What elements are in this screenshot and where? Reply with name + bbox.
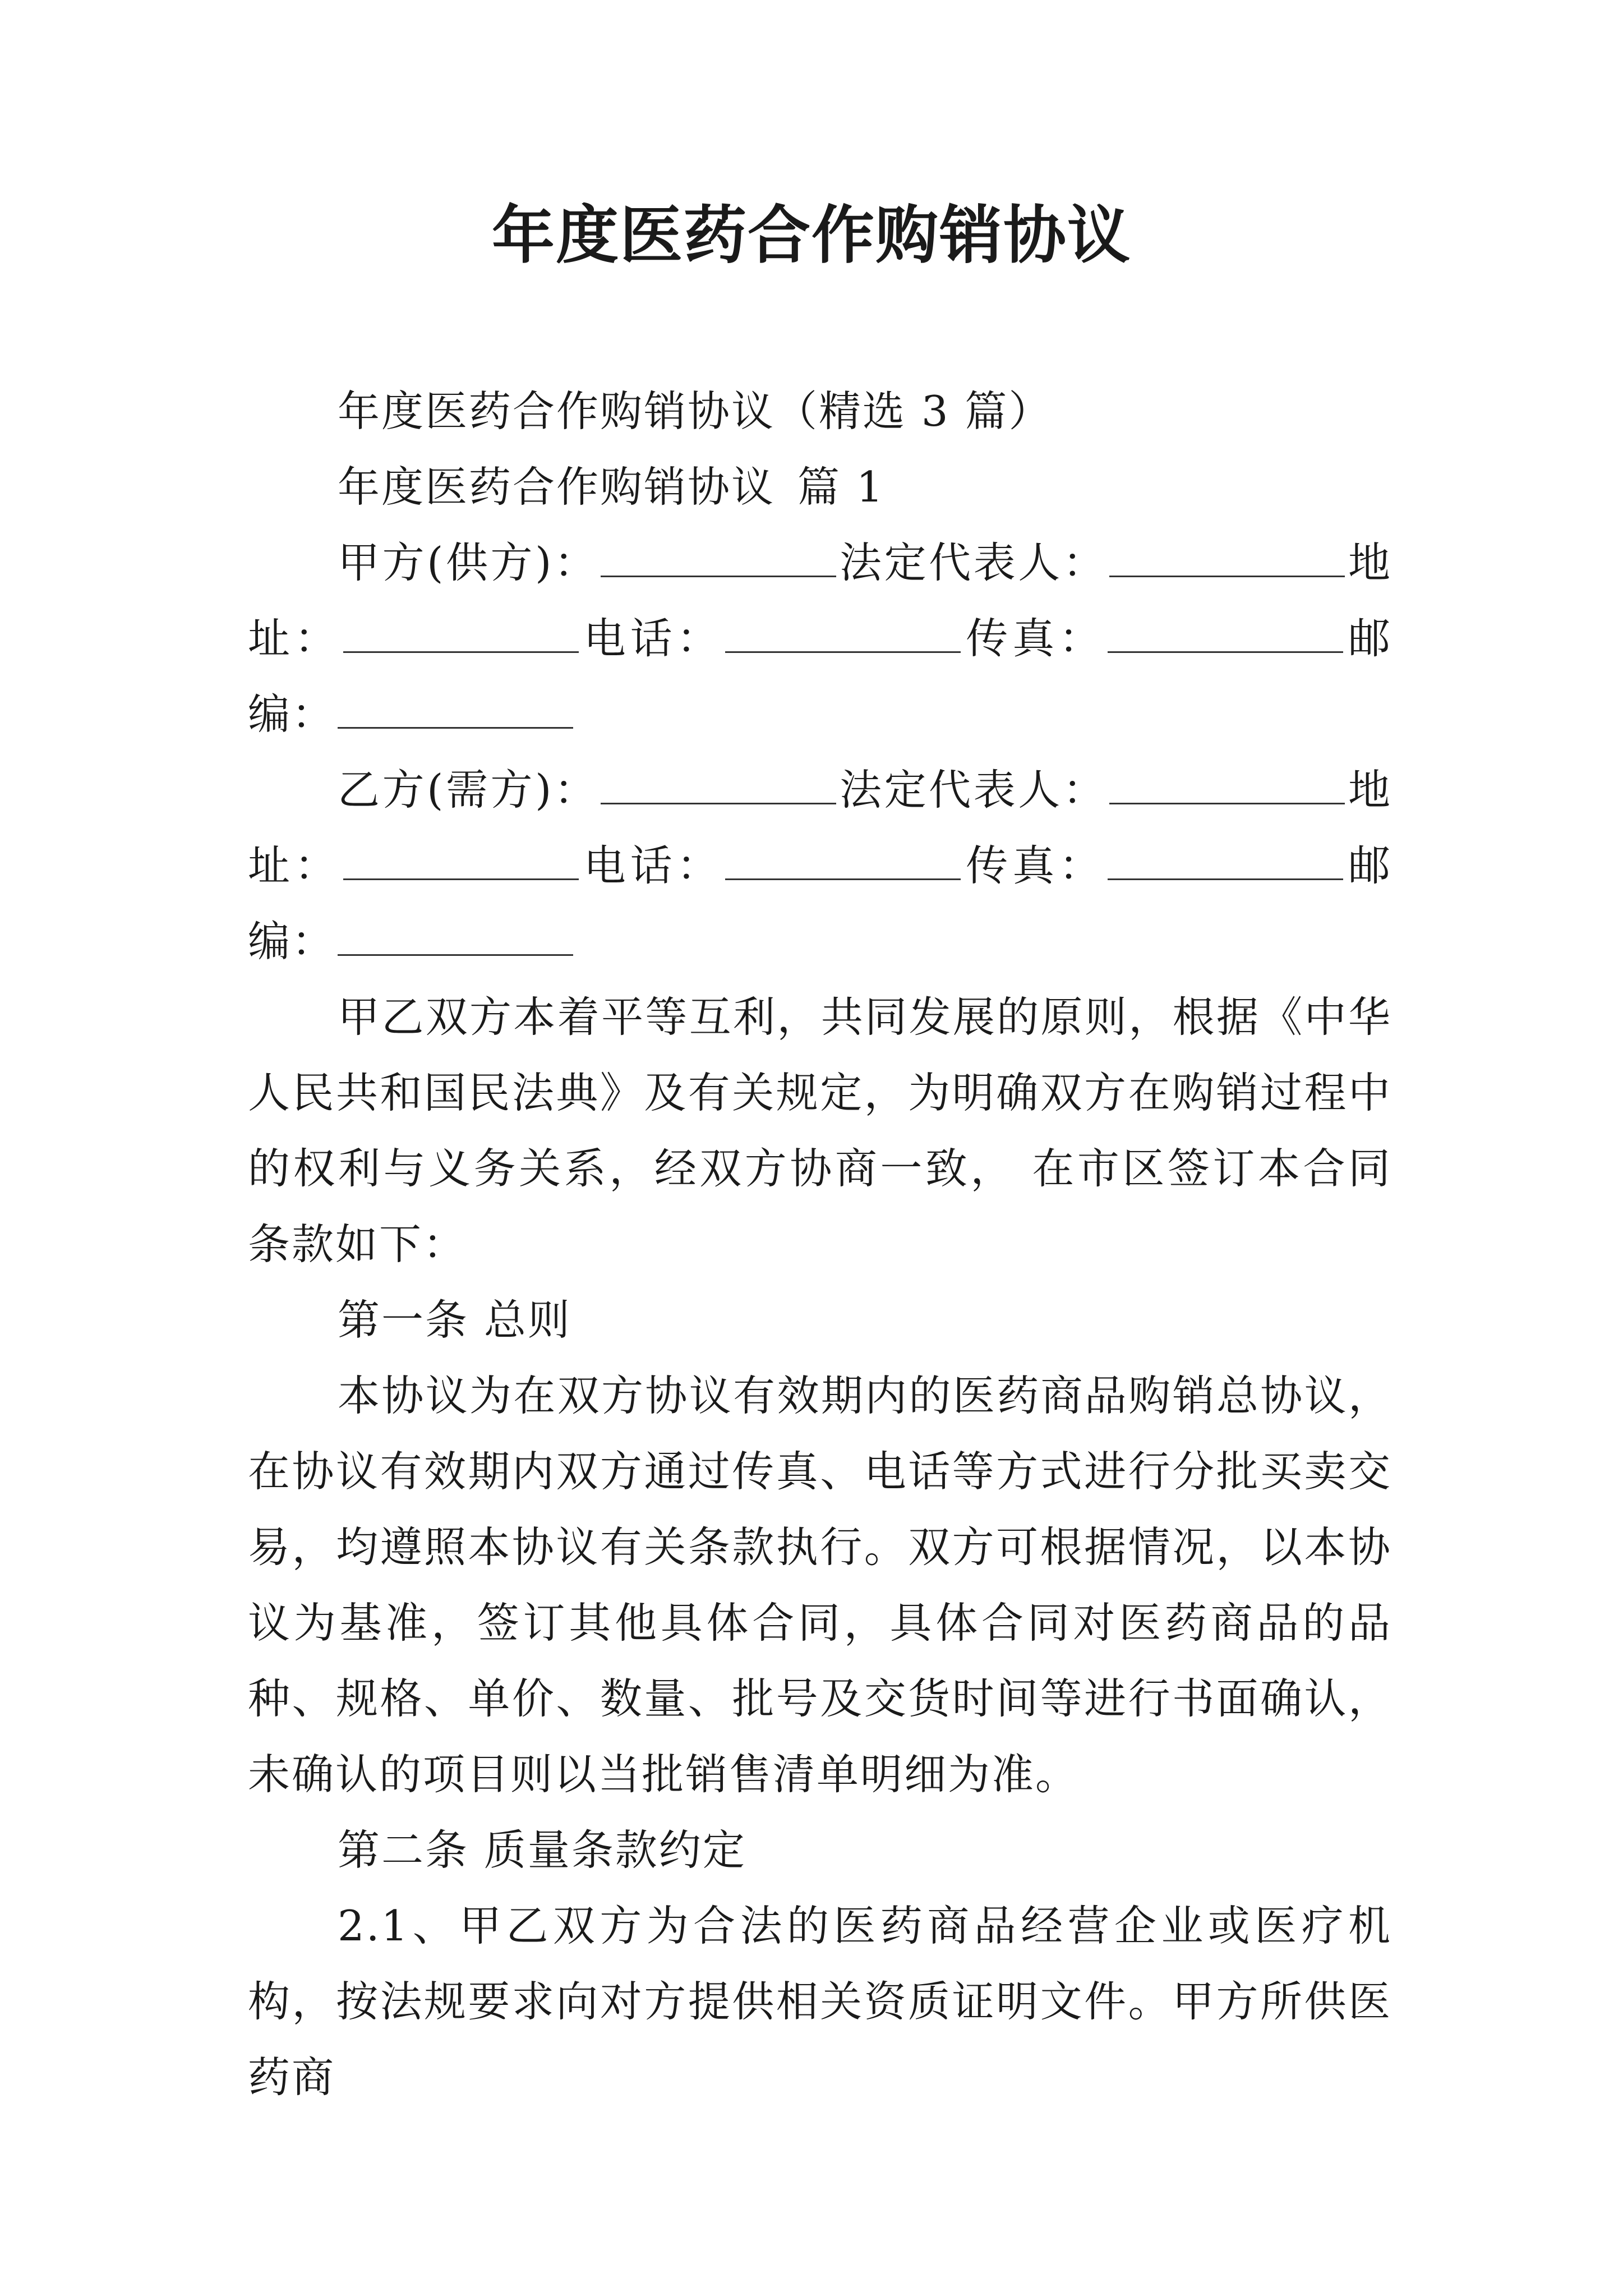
party-a-rep-blank xyxy=(1109,542,1345,577)
party-a-name-blank xyxy=(601,542,836,577)
party-b-block xyxy=(248,752,1392,979)
section-heading-line xyxy=(248,449,1392,525)
party-b-phone-label: 电话： xyxy=(580,841,723,890)
article-1-text: 本协议为在双方协议有效期内的医药商品购销总协议，在协议有效期内双方通过传真、电话等方式进行分批买卖交易，均遵照本协议有关条款执行。双方可根据情况，以本协议为基准，签订其他具体合同，具体合同对医药商品的品种、规格、单价、数量、批号及交货时间等进行书面确认，未确认的项目则以当批销售清单明细为准。 xyxy=(248,1371,1392,1799)
party-b-address-label: 地址： xyxy=(248,765,1392,890)
article-1-heading: 第一条 总则 xyxy=(338,1295,571,1345)
party-a-postcode-blank xyxy=(338,693,573,729)
party-b-phone-blank xyxy=(725,845,961,880)
subtitle-line: 年度医药合作购销协议（精选 3 篇） xyxy=(338,386,1053,436)
party-b-fax-blank xyxy=(1108,845,1343,880)
party-b-rep-label: 法定代表人： xyxy=(838,765,1108,815)
document-body xyxy=(248,374,1392,2115)
document-title: 年度医药合作购销协议 xyxy=(492,199,1131,272)
section-number: 篇 1 xyxy=(797,462,885,512)
article-2-heading: 第二条 质量条款约定 xyxy=(338,1825,746,1875)
party-a-phone-label: 电话： xyxy=(580,614,723,663)
party-a-phone-blank xyxy=(725,618,961,653)
party-a-postcode-label: 邮编： xyxy=(248,614,1392,739)
article-2-1-text: 2.1、甲乙双方为合法的医药商品经营企业或医疗机构，按法规要求向对方提供相关资质证明文件。甲方所供医药商 xyxy=(248,1901,1392,2102)
party-b-rep-blank xyxy=(1109,769,1345,804)
party-b-name-blank xyxy=(601,769,836,804)
party-b-address-blank xyxy=(343,845,579,880)
party-b-postcode-label: 邮编： xyxy=(248,841,1392,966)
party-b-postcode-blank xyxy=(338,921,573,956)
intro-paragraph: 甲乙双方本着平等互利，共同发展的原则，根据《中华人民共和国民法典》及有关规定，为明确双方在购销过程中的权利与义务关系，经双方协商一致， 在市区签订本合同条款如下： xyxy=(248,992,1392,1269)
party-a-rep-label: 法定代表人： xyxy=(838,538,1108,587)
party-a-fax-label: 传真： xyxy=(963,614,1106,663)
party-b-label: 乙方(需方)： xyxy=(338,765,599,815)
party-a-address-blank xyxy=(343,618,579,653)
party-a-block xyxy=(248,525,1392,752)
party-a-fax-blank xyxy=(1108,618,1343,653)
section-heading: 年度医药合作购销协议 xyxy=(338,462,776,512)
party-a-address-label: 地址： xyxy=(248,538,1392,663)
party-b-fax-label: 传真： xyxy=(963,841,1106,890)
party-a-label: 甲方(供方)： xyxy=(338,538,599,587)
